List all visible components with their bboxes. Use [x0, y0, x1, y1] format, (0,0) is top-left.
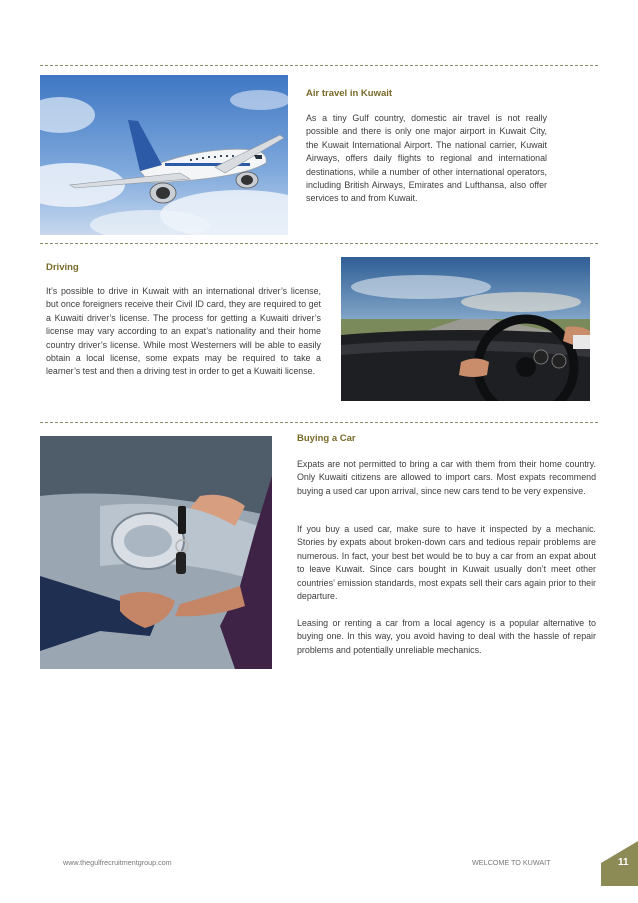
steering-wheel-illustration: [341, 257, 590, 401]
page-number: 11: [618, 857, 629, 868]
air-travel-heading: Air travel in Kuwait: [306, 88, 393, 99]
section-divider-top: [40, 65, 598, 66]
buying-car-paragraph-1: Expats are not permitted to bring a car with them from their home country. Only Kuwaiti citizens are allowed to import cars. Most expats recommend buying a used car upon arrival, since new cars tend to be very expensive.: [297, 459, 596, 496]
footer-document-title: WELCOME TO KUWAIT: [472, 858, 551, 867]
airplane-illustration: [40, 75, 288, 235]
car-key-handshake-photo: [40, 436, 272, 669]
airplane-photo: [40, 75, 288, 235]
footer-website-link[interactable]: www.thegulfrecruitmentgroup.com: [63, 858, 172, 867]
buying-car-paragraph-3: Leasing or renting a car from a local agency is a popular alternative to buying one. In this way, you avoid having to deal with the hassle of repair problems and potentially unreliable mechanics.: [297, 618, 596, 655]
buying-car-heading: Buying a Car: [297, 433, 356, 444]
section-divider-1: [40, 243, 598, 244]
steering-wheel-photo: [341, 257, 590, 401]
page-number-badge: [601, 841, 638, 886]
air-travel-paragraph: As a tiny Gulf country, domestic air travel is not really possible and there is only one major airport in Kuwait City, the Kuwait International Airport. The national carrier, Kuwait Airways, offers daily flights to regional and international destinations, while a number of other international operators, including British Airways, Emirates and Lufthansa, also offer services to and from Kuwait.: [306, 113, 547, 204]
car-key-illustration: [40, 436, 272, 669]
buying-car-paragraph-2: If you buy a used car, make sure to have it inspected by a mechanic. Stories by expats about broken-down cars and tedious repair problems are numerous. In fact, your best bet would be to buy a car from an expat about to leave Kuwait. Since cars bought in Kuwait usually don’t meet other countries’ emission standards, most expats sell their cars again prior to their departure.: [297, 524, 596, 602]
driving-paragraph: It’s possible to drive in Kuwait with an international driver’s license, but once foreigners receive their Civil ID card, they are required to get a Kuwaiti driver’s license. The process for getting a Kuwaiti driver’s license may vary according to an expat’s nationality and their home country driver’s license. While most Westerners will be able to easily obtain a local license, some expats may be required to take a learner’s test and then a driving test in order to get a Kuwaiti license.: [46, 286, 321, 377]
driving-heading: Driving: [46, 262, 79, 273]
section-divider-2: [40, 422, 598, 423]
